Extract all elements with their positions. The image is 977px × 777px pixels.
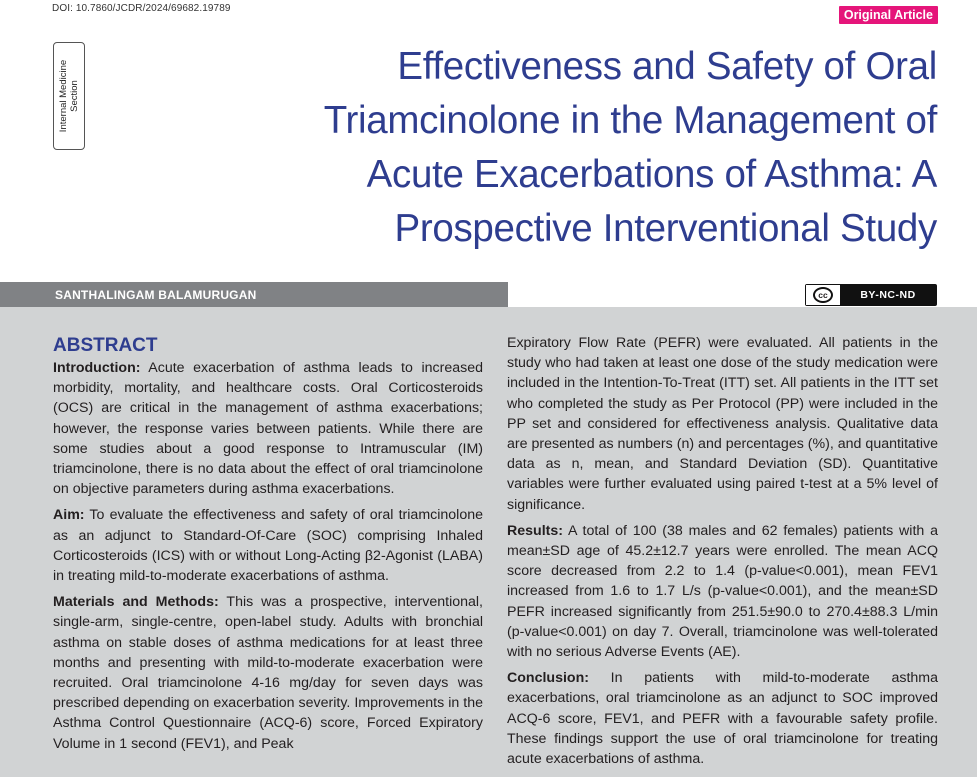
aim-label: Aim:	[53, 507, 85, 524]
abstract-column-right	[507, 333, 938, 775]
aim-paragraph	[53, 505, 483, 586]
conclusion-text: In patients with mild-to-moderate asthma exacerbations, oral triamcinolone as an adjunct to SOC improved ACQ-6 score, FEV1, and PEFR with a favourable safety profile. These findings support the use of oral triamcinolone for treating acute exacerbations of asthma.	[507, 670, 938, 768]
license-label: BY-NC-ND	[840, 285, 936, 305]
methods-paragraph	[53, 592, 483, 754]
results-label: Results:	[507, 522, 563, 539]
abstract-heading: ABSTRACT	[53, 335, 158, 356]
methods-text: This was a prospective, interventional, single-arm, single-centre, open-label study. Adults with bronchial asthma on stable doses of asthma medications for at least three months and presenting with mild-to-moderate exacerbation were recruited. Oral triamcinolone 4-16 mg/day for seven days was prescribed depending on exacerbation severity. Improvements in the Asthma Control Questionnaire (ACQ-6) score, Forced Expiratory Volume in 1 second (FEV1), and Peak	[53, 594, 483, 752]
methods-continued-paragraph	[507, 333, 938, 515]
methods-label: Materials and Methods:	[53, 594, 219, 611]
section-tag	[53, 42, 85, 150]
results-text: A total of 100 (38 males and 62 females) patients with a mean±SD age of 45.2±12.7 years were enrolled. The mean ACQ score decreased from 2.2 to 1.4 (p-value<0.001), mean FEV1 increased from 1.6 to 1.7 L/s (p-value<0.001), and the mean±SD PEFR increased significantly from 251.5±90.0 to 270.4±88.3 L/min (p-value<0.001) on day 7. Overall, triamcinolone was well-tolerated with no serious Adverse Events (AE).	[507, 522, 938, 661]
aim-text: To evaluate the effectiveness and safety of oral triamcinolone as an adjunct to Standard-Of-Care (SOC) comprising Inhaled Corticosteroids (ICS) with or without Long-Acting β2-Agonist (LABA) in treating mild-to-moderate exacerbations of asthma.	[53, 507, 483, 585]
methods-continued-text: Expiratory Flow Rate (PEFR) were evaluated. All patients in the study who had taken at least one dose of the study medication were included in the Intention-To-Treat (ITT) set. All patients in the ITT set who completed the study as Per Protocol (PP) were included in the PP set and considered for effectiveness analysis. Qualitative data are presented as numbers (n) and percentages (%), and quantitative data as n, mean, and Standard Deviation (SD). Quantitative variables were further evaluated using paired t-test at a 5% level of significance.	[507, 335, 938, 513]
article-type-badge: Original Article	[839, 6, 938, 24]
author-name: SANTHALINGAM BALAMURUGAN	[55, 288, 257, 302]
license-badge	[805, 284, 937, 306]
conclusion-label: Conclusion:	[507, 670, 589, 687]
introduction-paragraph	[53, 358, 483, 499]
abstract-column-left	[53, 330, 483, 760]
section-label: Internal Medicine Section	[58, 59, 80, 133]
article-title: Effectiveness and Safety of Oral Triamcinolone in the Management of Acute Exacerbations of Asthma: A Prospective Interventional Study	[323, 45, 937, 250]
results-paragraph	[507, 521, 938, 662]
introduction-text: Acute exacerbation of asthma leads to increased morbidity, mortality, and healthcare costs. Oral Corticosteroids (OCS) are critical in the management of asthma exacerbations; however, the response varies between patients. While there are some studies about a good response to Intramuscular (IM) triamcinolone, there is no data about the effect of oral triamcinolone on objective parameters during asthma exacerbations.	[53, 360, 483, 498]
conclusion-paragraph	[507, 668, 938, 769]
cc-icon	[806, 285, 840, 305]
introduction-label: Introduction:	[53, 360, 141, 376]
cc-circle: cc	[813, 287, 833, 303]
doi-text: DOI: 10.7860/JCDR/2024/69682.19789	[52, 3, 231, 14]
